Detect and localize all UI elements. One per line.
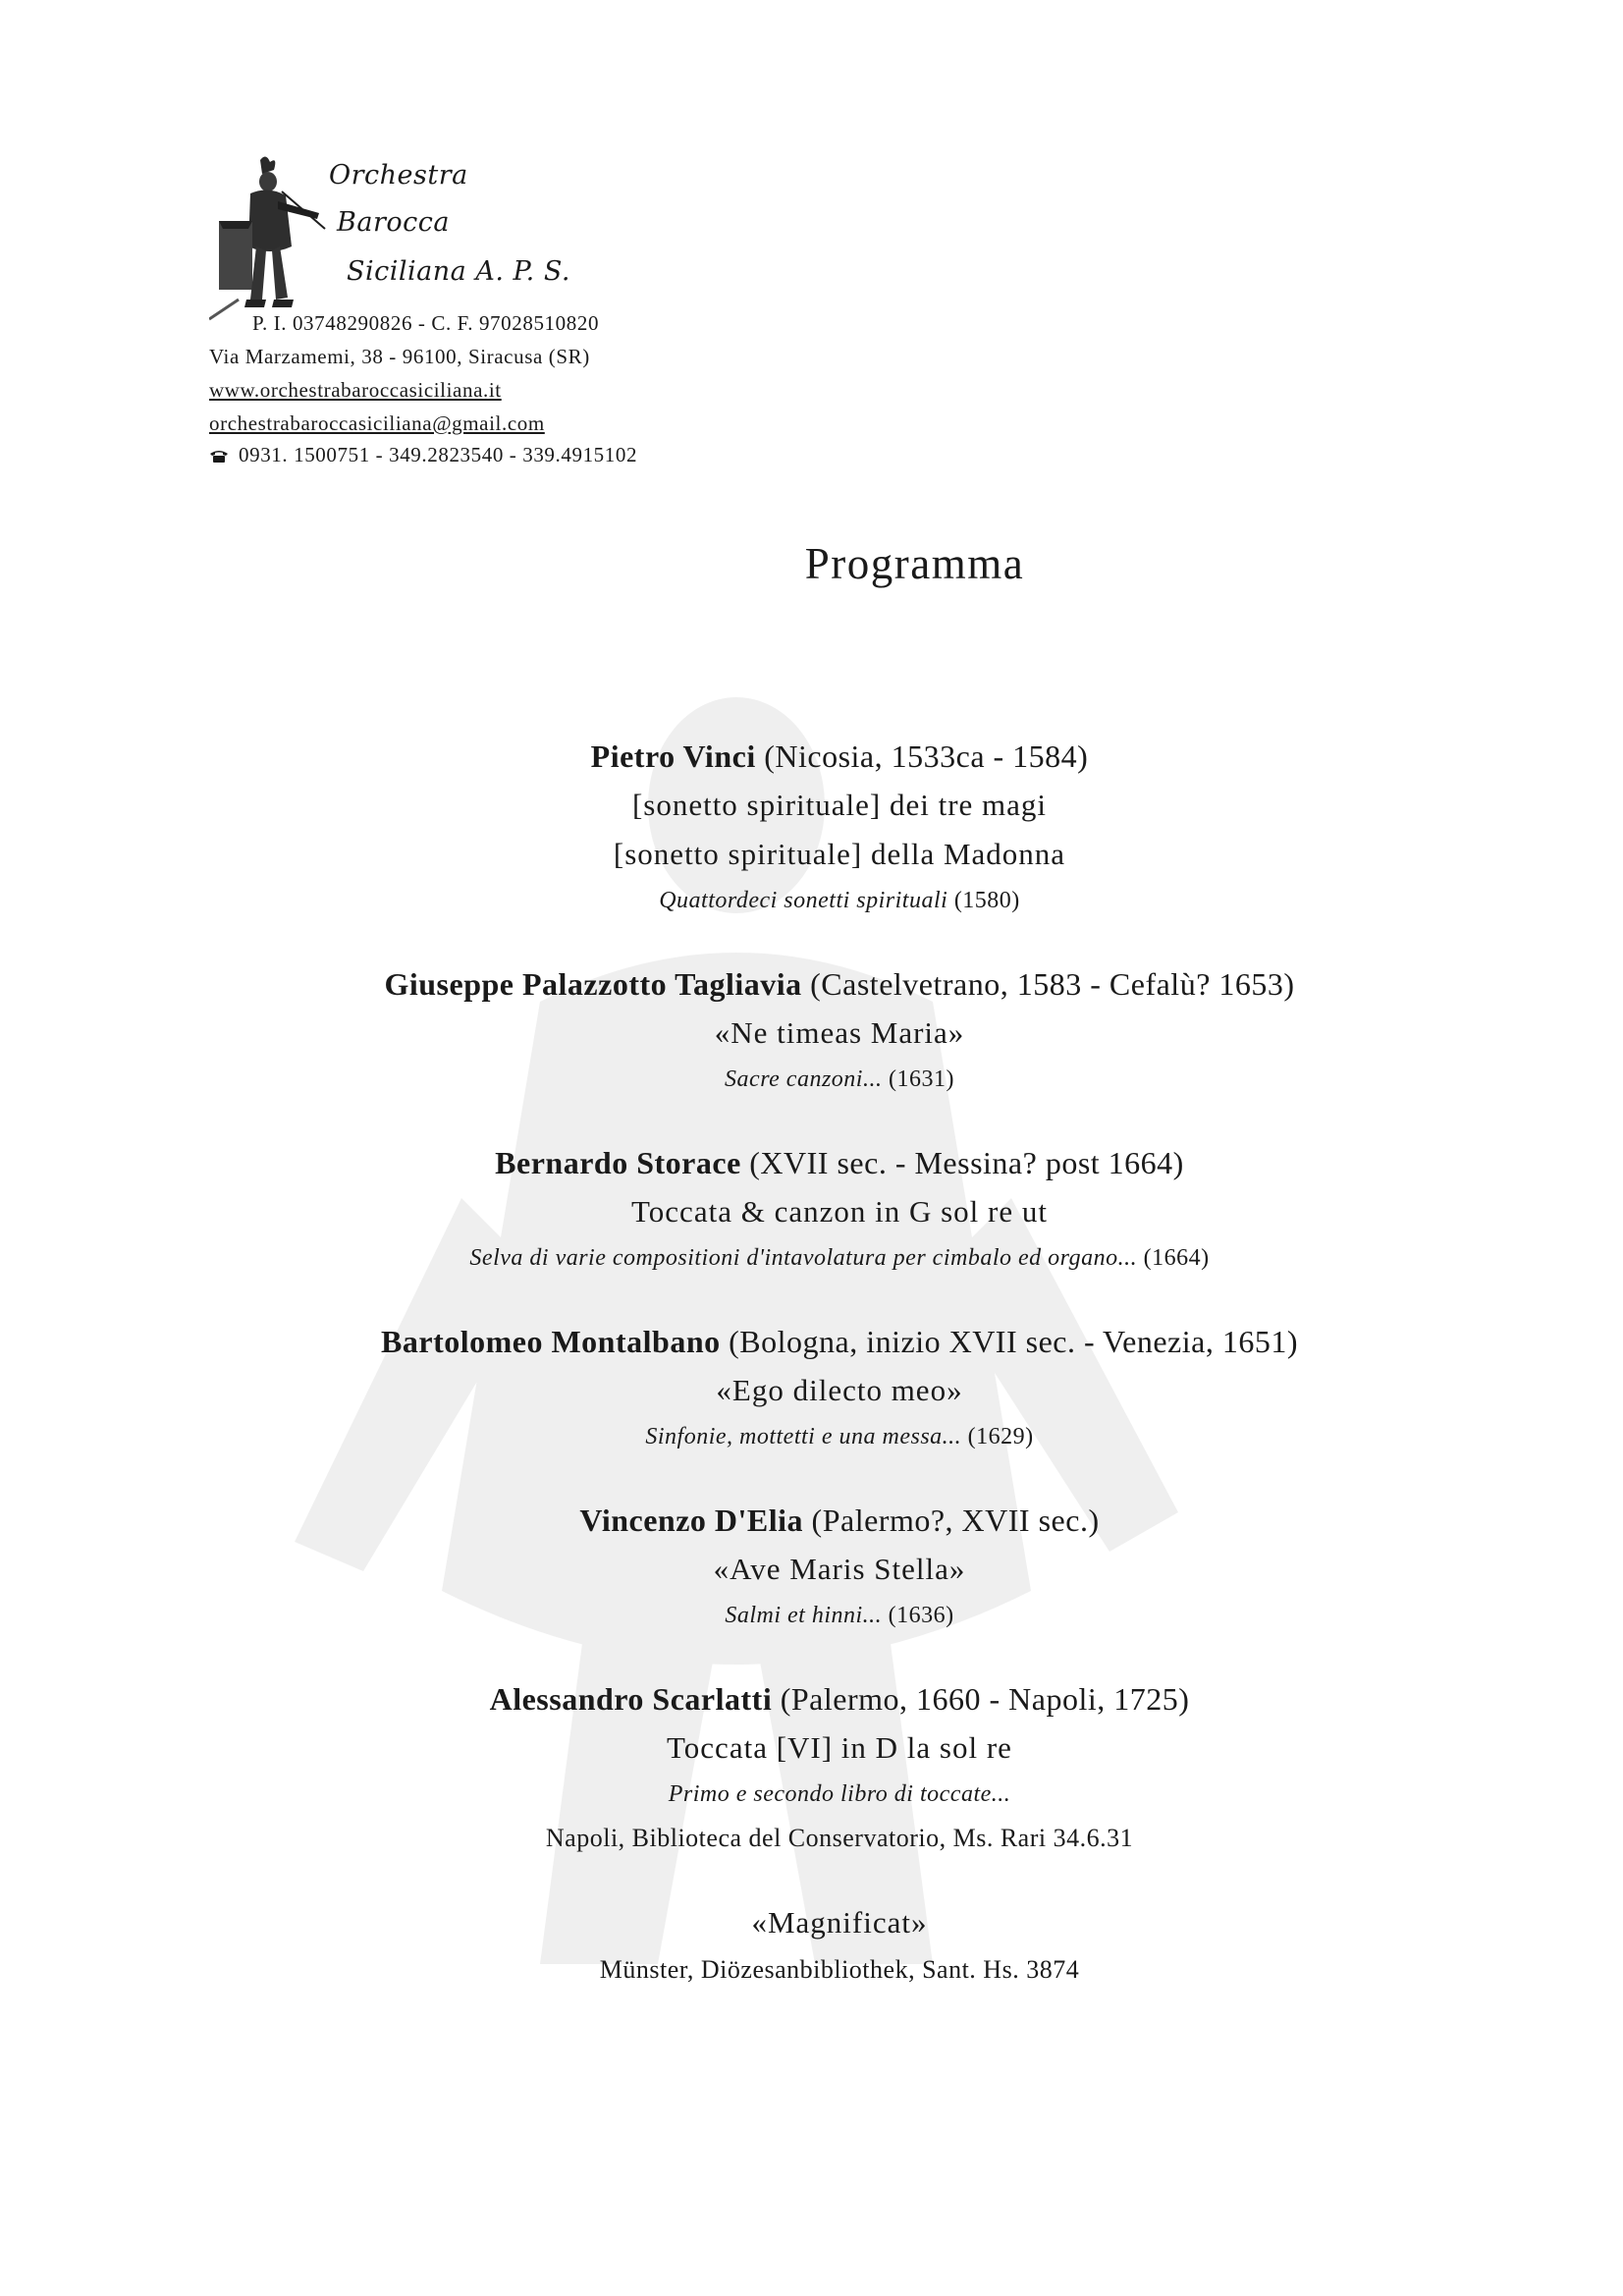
composer-name: Vincenzo D'Elia [579,1503,804,1538]
source-line [206,1773,1473,1816]
phone-numbers: 0931. 1500751 - 349.2823540 - 339.4915102 [239,443,638,466]
composer-line [206,959,1473,1009]
work-title: [sonetto spirituale] della Madonna [613,837,1066,871]
source-year: (1631) [888,1066,954,1092]
source-year: (1664) [1143,1245,1210,1271]
manuscript-location: Napoli, Biblioteca del Conservatorio, Ms. Rari 34.6.31 [545,1824,1134,1852]
phone-line [209,443,637,467]
programme-item [206,959,1473,1101]
composer-name: Bartolomeo Montalbano [381,1324,721,1359]
org-name-line-2: Barocca [337,207,450,238]
programme-item [206,1317,1473,1458]
source-line [206,1594,1473,1637]
manuscript-location: Münster, Diözesanbibliothek, Sant. Hs. 3874 [599,1955,1080,1984]
composer-details: (Nicosia, 1533ca - 1584) [764,738,1089,774]
programme-item [206,732,1473,922]
source-line [206,879,1473,922]
musician-logo-icon [209,152,327,324]
org-name-line-3: Siciliana A. P. S. [347,256,570,287]
source-line [206,1058,1473,1101]
work-title: «Ego dilecto meo» [716,1373,963,1407]
address: Via Marzamemi, 38 - 96100, Siracusa (SR) [209,345,590,368]
composer-name: Pietro Vinci [590,738,756,774]
composer-name: Giuseppe Palazzotto Tagliavia [384,966,802,1002]
website-link[interactable]: www.orchestrabaroccasiciliana.it [209,378,502,402]
work-title: [sonetto spirituale] dei tre magi [631,788,1048,822]
work-title: «Ave Maris Stella» [713,1552,966,1586]
composer-line [206,1138,1473,1187]
source-title: Primo e secondo libro di toccate... [668,1781,1011,1807]
source-title: Salmi et hinni... [725,1603,883,1628]
source-year: (1580) [953,888,1020,913]
composer-name: Alessandro Scarlatti [489,1681,773,1717]
email-link[interactable]: orchestrabaroccasiciliana@gmail.com [209,411,545,435]
composer-line [206,1674,1473,1723]
telephone-icon [209,449,229,463]
programme-item-finale [206,1898,1473,1993]
work-title: «Magnificat» [751,1905,928,1940]
work-title: Toccata & canzon in G sol re ut [631,1194,1048,1229]
source-line [206,1236,1473,1280]
work-title: «Ne timeas Maria» [714,1015,965,1050]
source-title: Quattordeci sonetti spirituali [659,888,948,913]
composer-details: (Castelvetrano, 1583 - Cefalù? 1653) [810,966,1295,1002]
programme-list [206,732,1473,2030]
source-title: Sinfonie, mottetti e una messa... [645,1424,962,1449]
tax-ids: P. I. 03748290826 - C. F. 97028510820 [252,311,600,335]
source-line [206,1415,1473,1458]
composer-details: (Palermo, 1660 - Napoli, 1725) [780,1681,1190,1717]
programme-item [206,1496,1473,1637]
programme-item [206,1138,1473,1280]
composer-name: Bernardo Storace [495,1145,741,1180]
composer-line [206,1496,1473,1545]
page-title: Programma [804,539,1025,588]
work-title: Toccata [VI] in D la sol re [667,1730,1012,1765]
composer-line [206,1317,1473,1366]
programme-item [206,1674,1473,1861]
org-name-line-1: Orchestra [329,160,468,191]
source-year: (1636) [888,1603,954,1628]
composer-details: (Palermo?, XVII sec.) [811,1503,1100,1538]
composer-details: (XVII sec. - Messina? post 1664) [749,1145,1184,1180]
source-year: (1629) [967,1424,1034,1449]
composer-details: (Bologna, inizio XVII sec. - Venezia, 1651) [729,1324,1298,1359]
source-title: Sacre canzoni... [725,1066,883,1092]
source-title: Selva di varie compositioni d'intavolatura per cimbalo ed organo... [469,1245,1138,1271]
composer-line [206,732,1473,781]
